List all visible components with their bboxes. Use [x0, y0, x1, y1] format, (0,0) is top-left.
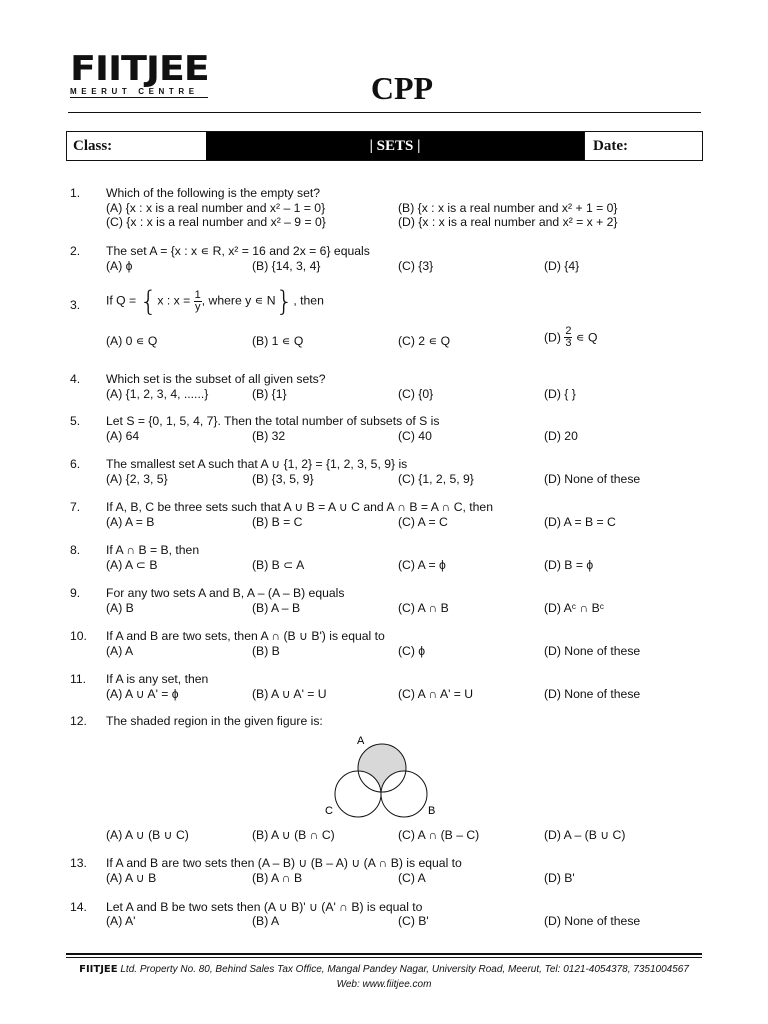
option-b: (B) {3, 5, 9}	[252, 472, 314, 486]
option-d: (D) None of these	[544, 644, 641, 658]
option-a: (A) {x : x is a real number and x² – 1 = 0}	[106, 201, 326, 215]
option-b: (B) B = C	[252, 515, 303, 529]
option-a: (A) B	[106, 601, 134, 615]
question-text: If A and B are two sets then (A – B) ∪ (B – A) ∪ (A ∩ B) is equal to	[106, 856, 462, 870]
question-number: 11.	[70, 672, 87, 686]
date-label: Date:	[584, 132, 628, 160]
option-c: (C) B'	[398, 914, 429, 928]
option-b: (B) B ⊂ A	[252, 558, 305, 572]
option-a: (A) A ∪ (B ∪ C)	[106, 828, 189, 842]
question-number: 4.	[70, 372, 81, 386]
question-text: Which of the following is the empty set?	[106, 186, 321, 200]
option-b: (B) A – B	[252, 601, 301, 615]
question-number: 13.	[70, 856, 87, 870]
logo-subtitle: MEERUT CENTRE	[70, 87, 208, 98]
question-text	[106, 284, 324, 318]
question-number: 5.	[70, 414, 81, 428]
question-text-prefix: If Q =	[106, 293, 137, 308]
fraction	[564, 326, 572, 349]
class-label: Class:	[73, 138, 113, 154]
logo-wordmark: FIITJEE	[70, 49, 209, 89]
question-text: If A and B are two sets, then A ∩ (B ∪ B') is equal to	[106, 629, 385, 643]
option-a: (A) ϕ	[106, 259, 133, 273]
option-d-prefix: (D)	[544, 330, 561, 345]
left-brace-icon: {	[139, 284, 158, 318]
option-c: (C) A = ϕ	[398, 558, 446, 572]
option-c: (C) A = C	[398, 515, 448, 529]
question-number: 2.	[70, 244, 81, 258]
footer-web: Web: www.fiitjee.com	[336, 979, 432, 990]
fraction-numerator: 1	[194, 289, 201, 301]
question-number: 1.	[70, 186, 81, 200]
question-number: 9.	[70, 586, 81, 600]
option-a: (A) 64	[106, 429, 140, 443]
option-a: (A) A'	[106, 914, 136, 928]
option-c: (C) 2 ∊ Q	[398, 334, 451, 348]
question-text: If A ∩ B = B, then	[106, 543, 200, 557]
question-number: 8.	[70, 543, 81, 557]
option-b: (B) 1 ∊ Q	[252, 334, 304, 348]
option-a: (A) {2, 3, 5}	[106, 472, 168, 486]
option-a: (A) A = B	[106, 515, 155, 529]
option-b: (B) {14, 3, 4}	[252, 259, 321, 273]
option-c: (C) {1, 2, 5, 9}	[398, 472, 474, 486]
option-b: (B) {1}	[252, 387, 287, 401]
footer-brand: FIITJEE	[79, 964, 118, 975]
question-text: If A is any set, then	[106, 672, 209, 686]
circle-c	[335, 771, 381, 817]
option-d: (D) A = B = C	[544, 515, 616, 529]
set-builder-text: x : x =	[157, 293, 191, 308]
topic-label: | SETS |	[206, 132, 584, 160]
option-d: (D) { }	[544, 387, 576, 401]
footer-divider-thin	[66, 957, 702, 958]
right-brace-icon: }	[275, 284, 294, 318]
question-text: For any two sets A and B, A – (A – B) equals	[106, 586, 345, 600]
fraction-numerator: 2	[565, 325, 572, 337]
option-d: (D) B'	[544, 871, 575, 885]
label-c: C	[325, 805, 333, 817]
footer-divider	[66, 953, 702, 955]
option-c: (C) ϕ	[398, 644, 426, 658]
option-d: (D) A – (B ∪ C)	[544, 828, 626, 842]
question-number: 3.	[70, 298, 81, 312]
label-a: A	[357, 735, 365, 747]
option-a: (A) 0 ∊ Q	[106, 334, 158, 348]
question-number: 10.	[70, 629, 87, 643]
fraction	[194, 290, 202, 313]
option-d: (D) None of these	[544, 687, 641, 701]
option-a: (A) {1, 2, 3, 4, ......}	[106, 387, 209, 401]
fraction-denominator: y	[194, 301, 201, 313]
option-c: (C) A ∩ A' = U	[398, 687, 474, 701]
option-d: (D) None of these	[544, 472, 641, 486]
question-text: Which set is the subset of all given sets?	[106, 372, 326, 386]
option-d: (D) None of these	[544, 914, 641, 928]
option-c: (C) A ∩ B	[398, 601, 449, 615]
option-b: (B) {x : x is a real number and x² + 1 = 0}	[398, 201, 618, 215]
fraction-denominator: 3	[565, 337, 572, 349]
question-text: Let A and B be two sets then (A ∪ B)' ∪ (A' ∩ B) is equal to	[106, 900, 423, 914]
set-builder-condition: , where y ∊ N	[201, 293, 276, 308]
option-d: (D) B = ϕ	[544, 558, 594, 572]
option-d	[544, 326, 597, 349]
question-text: The smallest set A such that A ∪ {1, 2} = {1, 2, 3, 5, 9} is	[106, 457, 408, 471]
question-number: 12.	[70, 714, 87, 728]
option-a: (A) A ∪ B	[106, 871, 157, 885]
option-c: (C) {0}	[398, 387, 434, 401]
option-b: (B) A ∪ (B ∩ C)	[252, 828, 335, 842]
footer-address: Ltd. Property No. 80, Behind Sales Tax Office, Mangal Pandey Nagar, University Road, Meerut, Tel: 0121-4054378, 7351004567	[120, 964, 689, 975]
option-a: (A) A ∪ A' = ϕ	[106, 687, 179, 701]
option-c: (C) {3}	[398, 259, 434, 273]
page-title: CPP	[370, 70, 434, 106]
option-b: (B) B	[252, 644, 280, 658]
question-number: 6.	[70, 457, 81, 471]
option-d-suffix: ∊ Q	[575, 330, 598, 345]
label-b: B	[428, 805, 436, 817]
footer-address-line	[0, 962, 768, 977]
question-number: 7.	[70, 500, 81, 514]
option-a: (A) A ⊂ B	[106, 558, 158, 572]
question-number: 14.	[70, 900, 87, 914]
option-b: (B) A ∩ B	[252, 871, 303, 885]
question-text: Let S = {0, 1, 5, 4, 7}. Then the total number of subsets of S is	[106, 414, 440, 428]
option-d: (D) Aᶜ ∩ Bᶜ	[544, 601, 605, 615]
question-text: The set A = {x : x ∊ R, x² = 16 and 2x = 6} equals	[106, 244, 370, 258]
option-b: (B) A	[252, 914, 280, 928]
option-c: (C) 40	[398, 429, 432, 443]
option-a: (A) A	[106, 644, 134, 658]
option-d: (D) {4}	[544, 259, 580, 273]
option-c: (C) A	[398, 871, 426, 885]
option-b: (B) 32	[252, 429, 286, 443]
venn-diagram	[320, 732, 440, 826]
option-c: (C) A ∩ (B – C)	[398, 828, 480, 842]
option-d: (D) {x : x is a real number and x² = x + 2}	[398, 215, 618, 229]
question-text: If A, B, C be three sets such that A ∪ B = A ∪ C and A ∩ B = A ∩ C, then	[106, 500, 493, 514]
option-b: (B) A ∪ A' = U	[252, 687, 327, 701]
class-bar	[66, 131, 703, 161]
footer	[0, 962, 768, 992]
option-d: (D) 20	[544, 429, 578, 443]
question-text-suffix: , then	[293, 293, 324, 308]
header-divider	[68, 112, 701, 113]
question-text: The shaded region in the given figure is:	[106, 714, 323, 728]
option-c: (C) {x : x is a real number and x² – 9 = 0}	[106, 215, 326, 229]
